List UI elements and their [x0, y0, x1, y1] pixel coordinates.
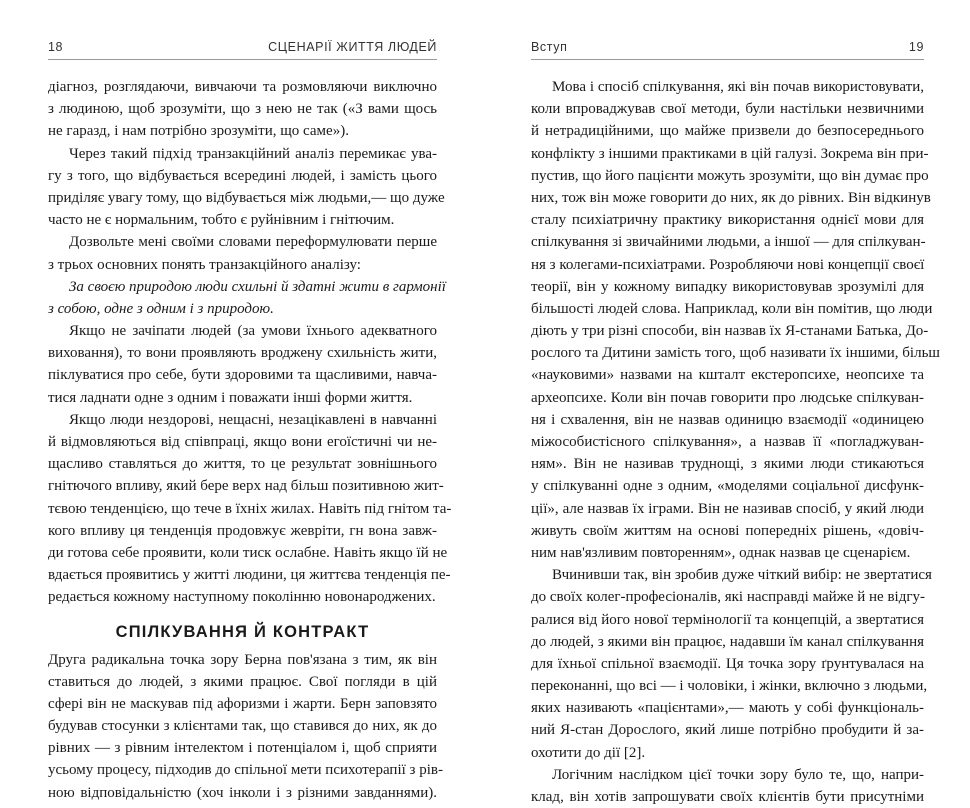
text-line: тєвою тенденцією, що тече в їхніх жилах. Навіть під гнітом та- [48, 500, 452, 517]
text-line: переконанні, що всі — і чоловіки, і жінки, включно з людьми, [531, 678, 928, 695]
text-line: більшості людей слова. Наприклад, коли він помітив, що люди [531, 300, 933, 317]
text-line: коли впроваджував свої методи, були настільки незвичними [531, 101, 924, 118]
text-line: клад, він хотів запрошувати своїх клієнтів бути присутніми [531, 789, 924, 805]
text-line: піклуватися про себе, бути здоровими та щасливими, навча- [48, 367, 437, 384]
text-line: ня і схвалення, він не назвав одиницю взаємодії «одиницею [531, 411, 924, 428]
running-head [48, 40, 437, 56]
text-line: до людей, з якими він працює, надавши їм канал спілкування [531, 633, 924, 650]
text-line: ралися від його нової термінології та концепцій, а звертатися [531, 611, 924, 628]
text-line: тися ладнати одне з одним і поважати інші форми життя. [48, 389, 413, 406]
text-line: спілкування зі звичайними людьми, а іншої — для спілкуван- [531, 234, 926, 251]
text-line: й відмовляються від співпраці, якщо вони егоїстичні чи не- [48, 434, 437, 450]
running-head [531, 40, 924, 56]
text-line: гу з того, що відбувається всередині людей, і замість цього [48, 167, 437, 184]
text-line: Мова і спосіб спілкування, які він почав використовувати, [552, 79, 924, 95]
page-number: 18 [48, 40, 64, 54]
text-line: ставиться до людей, з якими працює. Свої погляди в цій [48, 673, 437, 690]
text-line: сфері він не маскував під афоризми і жарти. Берн заповзято [48, 695, 437, 712]
text-line: сталу психіатричну практику використання однієї мови для [531, 212, 924, 229]
text-line: Логічним наслідком цієї точки зору було те, що, напри- [552, 766, 924, 783]
text-line: ди готова себе проявити, коли тиск ослабне. Навіть якщо їй не [48, 544, 448, 561]
right-page [485, 0, 970, 805]
left-page [0, 0, 485, 801]
text-block [48, 649, 443, 804]
text-line: Вчинивши так, він зробив дуже чіткий вибір: не звертатися [552, 567, 932, 584]
text-line: щасливо ставляться до життя, то це результат зовнішнього [48, 456, 437, 473]
text-line: приділяє увагу тому, що відбувається між людьми,— що дуже [48, 189, 445, 206]
text-line: пустив, що його пацієнти можуть зрозуміти, що він думає про [531, 167, 929, 184]
text-line: яких називають «пацієнтами»,— мають у собі функціональ- [531, 700, 924, 717]
section-heading: СПІЛКУВАННЯ Й КОНТРАКТ [115, 622, 370, 641]
text-line: охотити до дії [2]. [531, 744, 646, 761]
text-line: археопсихе. Коли він почав говорити про людське спілкуван- [531, 389, 924, 406]
text-line: ним нав'язливим повторенням», однак назвав це сценарієм. [531, 544, 911, 561]
text-line: живуть своїм життям на основі попередніх рішень, «довіч- [531, 522, 924, 539]
text-line: За своєю природою люди схильні й здатні жити в гармонії [69, 278, 446, 295]
text-block [531, 76, 940, 808]
text-line: з трьох основних понять транзакційного аналізу: [48, 256, 361, 273]
text-line: для їхньої спільної взаємодії. Ця точка зору ґрунтувалася на [531, 655, 924, 672]
text-line: ням». Він не називав труднощі, з якими люди стикаються [531, 456, 924, 473]
text-line: гнітючого впливу, який бере верх над більш позитивною жит- [48, 478, 444, 495]
text-line: ною відповідальністю (хоч інколи і з різними завданнями). [48, 784, 437, 801]
text-line: будував стосунки з клієнтами так, що ставився до них, як до [48, 718, 437, 735]
running-title: Вступ [531, 40, 568, 54]
page-body [531, 76, 940, 808]
text-line: ня з колегами-психіатрами. Розробляючи нові концепції своєї [531, 256, 925, 273]
text-line: конфлікту з іншими практиками в цій галузі. Зокрема він при- [531, 145, 929, 162]
page-body [48, 76, 452, 804]
text-line: кого впливу ця тенденція продовжує жевріти, гн вона завж- [48, 522, 437, 539]
text-line: вдається проявитись у житті людини, ця життєва тенденція пе- [48, 567, 451, 584]
text-line: міжособистісного спілкування», а назвав її «погладжуван- [531, 434, 924, 450]
text-line: Якщо люди нездорові, нещасні, незацікавлені в навчанні [69, 411, 437, 428]
text-line: до своїх колег-професіоналів, які насправді майже й не відгу- [531, 589, 925, 606]
text-line: рівних — з рівним інтелектом і потенціалом і, щоб сприяти [48, 740, 437, 757]
text-line: й нетрадиційними, що майже призвели до безпосереднього [531, 123, 924, 140]
text-line: редається кожному наступному поколінню новонароджених. [48, 589, 436, 606]
text-line: усьому процесу, підходив до спільної мети психотерапії з рів- [48, 762, 443, 779]
text-line: Друга радикальна точка зору Берна пов'язана з тим, як він [48, 651, 437, 668]
text-line: рослого та Дитини замість того, щоб називати їх іншими, більш [531, 345, 940, 362]
text-line: Дозвольте мені своїми словами переформулювати перше [69, 234, 437, 251]
text-line: діагноз, розглядаючи, вивчаючи та розмовляючи виключно [48, 79, 437, 95]
text-line: ний Я-стан Дорослого, який лише потрібно пробудити й за- [531, 722, 924, 739]
text-line: виховання), то вони проявляють вроджену схильність жити, [48, 345, 437, 362]
text-line: «науковими» назвами на кшталт екстеропсихе, неопсихе та [531, 367, 924, 384]
page-number: 19 [908, 40, 924, 54]
text-line: з собою, одне з одним і з природою. [48, 300, 274, 317]
text-block [48, 76, 452, 609]
header-rule [531, 59, 924, 60]
text-line: них, тож він може говорити до них, як до рівних. Він відкинув [531, 189, 931, 206]
text-line: часто не є нормальним, тобто є руйнівним і гнітючим. [48, 212, 395, 229]
text-line: не гаразд, і нам потрібно зрозуміти, що саме»). [48, 123, 349, 140]
text-line: ції», але назвав їх іграми. Він не називав спосіб, у який люди [531, 500, 924, 517]
text-line: Якщо не зачіпати людей (за умови їхнього адекватного [69, 323, 437, 340]
header-rule [48, 59, 437, 60]
running-title: СЦЕНАРІЇ ЖИТТЯ ЛЮДЕЙ [268, 40, 437, 54]
text-line: діють у три різні способи, він назвав їх Я-станами Батька, До- [531, 323, 929, 340]
text-line: теорії, він у кожному випадку використовував зрозумілі для [531, 278, 924, 295]
text-line: у спілкуванні одне з одним, «моделями соціальної дисфунк- [531, 478, 924, 495]
text-line: з людиною, щоб зрозуміти, що з нею не так («З вами щось [48, 101, 437, 118]
text-line: Через такий підхід транзакційний аналіз перемикає ува- [69, 145, 437, 162]
